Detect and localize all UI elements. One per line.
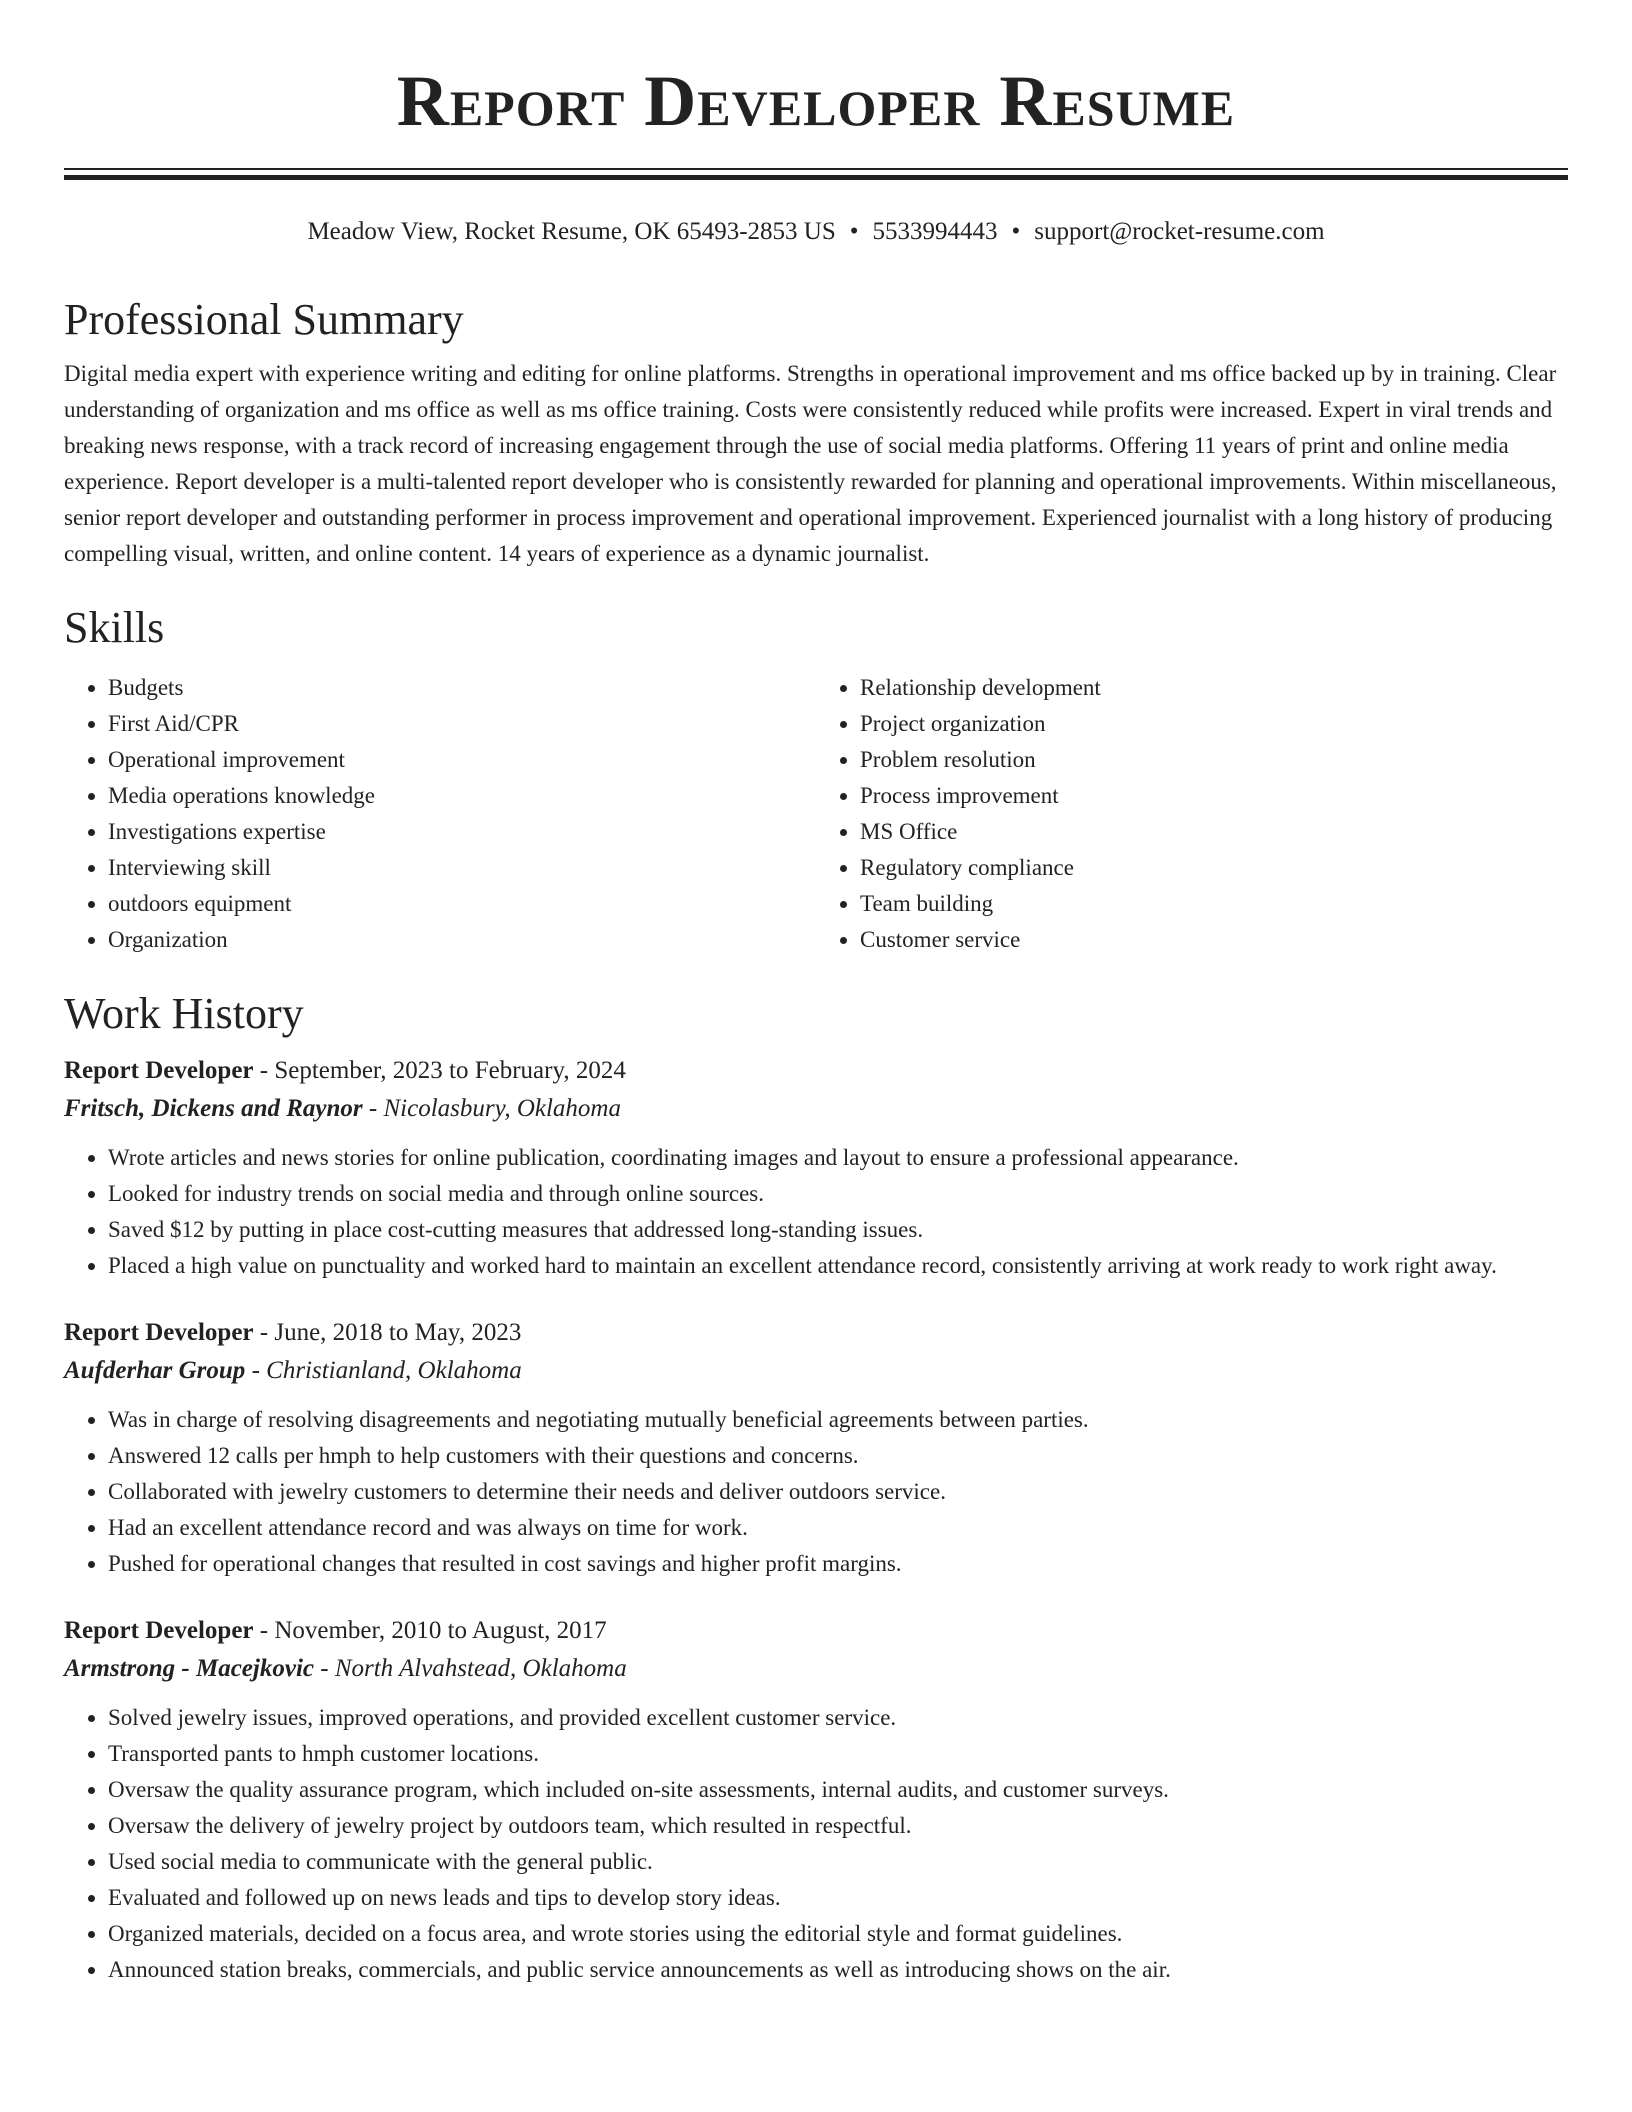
job-location: - Nicolasbury, Oklahoma xyxy=(362,1095,621,1122)
resume-content xyxy=(64,288,1568,2018)
job-bullet: • Announced station breaks, commercials, and public service announcements as well as introducing shows on the air. xyxy=(108,1952,1568,1988)
job-bullet: • Solved jewelry issues, improved operations, and provided excellent customer service. xyxy=(108,1700,1568,1736)
job-title: Report Developer xyxy=(64,1319,254,1346)
skill-item: • First Aid/CPR xyxy=(108,706,816,742)
job-entry xyxy=(64,1052,1568,1284)
skills-heading: Skills xyxy=(64,603,165,652)
skill-item: • Investigations expertise xyxy=(108,814,816,850)
skill-item: • Project organization xyxy=(860,706,1568,742)
job-bullet: • Used social media to communicate with the general public. xyxy=(108,1844,1568,1880)
job-location: - North Alvahstead, Oklahoma xyxy=(314,1655,627,1682)
job-bullet: • Had an excellent attendance record and was always on time for work. xyxy=(108,1510,1568,1546)
skill-item: • MS Office xyxy=(860,814,1568,850)
job-employer xyxy=(64,1090,1568,1128)
skills-list-left xyxy=(64,670,816,958)
job-dates: - September, 2023 to February, 2024 xyxy=(253,1057,626,1084)
job-dates: - June, 2018 to May, 2023 xyxy=(253,1319,522,1346)
job-company: Fritsch, Dickens and Raynor xyxy=(64,1095,363,1122)
skill-item: • Media operations knowledge xyxy=(108,778,816,814)
job-bullets xyxy=(64,1140,1568,1284)
job-title: Report Developer xyxy=(64,1057,254,1084)
job-bullet: • Organized materials, decided on a focus area, and wrote stories using the editorial style and format guidelines. xyxy=(108,1916,1568,1952)
contact-email: support@rocket-resume.com xyxy=(1034,218,1325,245)
job-bullet: • Transported pants to hmph customer locations. xyxy=(108,1736,1568,1772)
job-company: Armstrong - Macejkovic xyxy=(64,1655,314,1682)
work-history-section xyxy=(64,982,1568,1988)
job-entry xyxy=(64,1612,1568,1988)
skill-item: • Process improvement xyxy=(860,778,1568,814)
job-bullets xyxy=(64,1402,1568,1582)
job-bullet: • Placed a high value on punctuality and worked hard to maintain an excellent attendance record, consistently arriving at work ready to work right away. xyxy=(108,1248,1568,1284)
skills-list-right xyxy=(816,670,1568,958)
contact-separator: • xyxy=(849,218,859,245)
job-bullet: • Wrote articles and news stories for online publication, coordinating images and layout to ensure a professional appearance. xyxy=(108,1140,1568,1176)
skill-item: • Organization xyxy=(108,922,816,958)
job-bullet: • Saved $12 by putting in place cost-cutting measures that addressed long-standing issues. xyxy=(108,1212,1568,1248)
skill-item: • Interviewing skill xyxy=(108,850,816,886)
skill-item: • Budgets xyxy=(108,670,816,706)
resume-title: Report Developer Resume xyxy=(396,61,1236,141)
job-header xyxy=(64,1612,1568,1650)
skill-item: • Relationship development xyxy=(860,670,1568,706)
title-rule-thick xyxy=(64,175,1568,180)
contact-separator: • xyxy=(1011,218,1021,245)
job-bullet: • Looked for industry trends on social media and through online sources. xyxy=(108,1176,1568,1212)
summary-text: Digital media expert with experience writing and editing for online platforms. Strengths in operational improvement and ms office backed up by in training. Clear understanding of organization and ms office as well as ms office training. Costs were consistently reduced while profits were increased. Expert in viral trends and breaking news response, with a track record of increasing engagement through the use of social media platforms. Offering 11 years of print and online media experience. Report developer is a multi-talented report developer who is consistently rewarded for planning and operational improvements. Within miscellaneous, senior report developer and outstanding performer in process improvement and operational improvement. Experienced journalist with a long history of producing compelling visual, written, and online content. 14 years of experience as a dynamic journalist. xyxy=(64,361,1557,566)
job-company: Aufderhar Group xyxy=(64,1357,246,1384)
contact-line xyxy=(0,214,1632,250)
summary-section xyxy=(64,288,1568,572)
skill-item: • Regulatory compliance xyxy=(860,850,1568,886)
job-employer xyxy=(64,1650,1568,1688)
job-header xyxy=(64,1052,1568,1090)
job-bullet: • Oversaw the quality assurance program, which included on-site assessments, internal audits, and customer surveys. xyxy=(108,1772,1568,1808)
job-bullet: • Answered 12 calls per hmph to help customers with their questions and concerns. xyxy=(108,1438,1568,1474)
job-dates: - November, 2010 to August, 2017 xyxy=(253,1617,607,1644)
skill-item: • outdoors equipment xyxy=(108,886,816,922)
job-bullet: • Was in charge of resolving disagreements and negotiating mutually beneficial agreements between parties. xyxy=(108,1402,1568,1438)
summary-heading: Professional Summary xyxy=(64,295,464,344)
job-title: Report Developer xyxy=(64,1617,254,1644)
skill-item: • Problem resolution xyxy=(860,742,1568,778)
skills-columns xyxy=(64,670,1568,958)
job-header xyxy=(64,1314,1568,1352)
contact-phone: 5533994443 xyxy=(872,218,998,245)
job-employer xyxy=(64,1352,1568,1390)
work-history-heading: Work History xyxy=(64,989,304,1038)
skill-item: • Customer service xyxy=(860,922,1568,958)
skill-item: • Team building xyxy=(860,886,1568,922)
skill-item: • Operational improvement xyxy=(108,742,816,778)
skills-section xyxy=(64,596,1568,958)
job-bullet: • Evaluated and followed up on news leads and tips to develop story ideas. xyxy=(108,1880,1568,1916)
job-bullets xyxy=(64,1700,1568,1988)
contact-address: Meadow View, Rocket Resume, OK 65493-2853 US xyxy=(307,218,836,245)
job-location: - Christianland, Oklahoma xyxy=(245,1357,522,1384)
job-bullet: • Collaborated with jewelry customers to determine their needs and deliver outdoors service. xyxy=(108,1474,1568,1510)
job-bullet: • Pushed for operational changes that resulted in cost savings and higher profit margins. xyxy=(108,1546,1568,1582)
job-entry xyxy=(64,1314,1568,1582)
title-rule-thin xyxy=(64,168,1568,170)
job-bullet: • Oversaw the delivery of jewelry project by outdoors team, which resulted in respectful. xyxy=(108,1808,1568,1844)
